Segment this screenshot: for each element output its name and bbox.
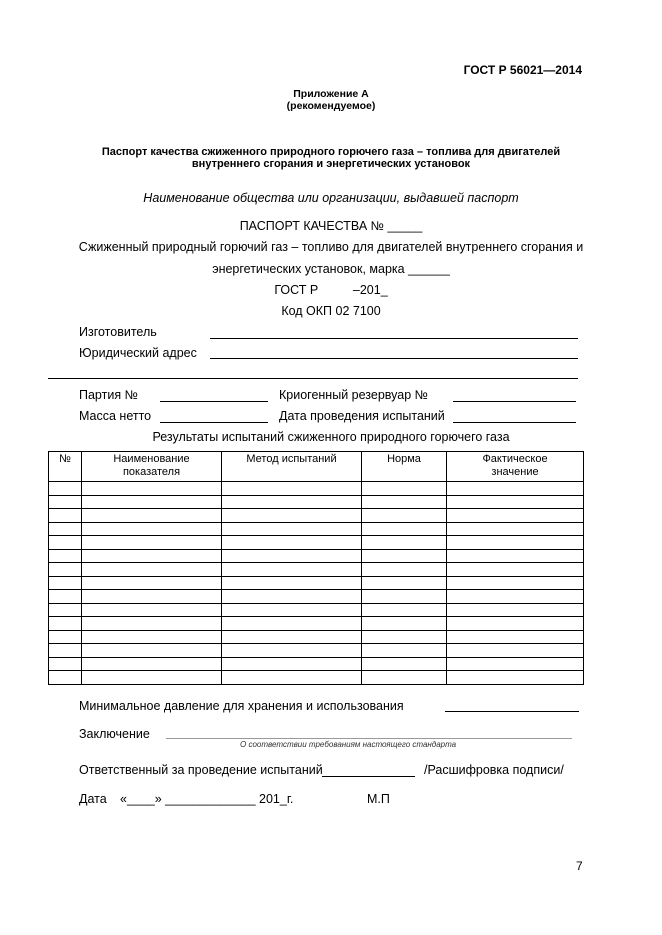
- appendix-subtitle: (рекомендуемое): [286, 100, 376, 112]
- table-cell: [82, 509, 222, 523]
- table-cell: [49, 522, 82, 536]
- table-cell: [49, 563, 82, 577]
- table-cell: [447, 671, 584, 685]
- table-cell: [362, 522, 447, 536]
- table-cell: [49, 617, 82, 631]
- table-cell: [447, 630, 584, 644]
- table-row: [49, 603, 584, 617]
- table-cell: [222, 617, 362, 631]
- okp-code: Код ОКП 02 7100: [281, 304, 381, 318]
- table-cell: [49, 603, 82, 617]
- table-cell: [82, 563, 222, 577]
- table-cell: [49, 671, 82, 685]
- table-cell: [362, 563, 447, 577]
- table-cell: [82, 522, 222, 536]
- manufacturer-label: Изготовитель: [79, 325, 157, 339]
- tank-line: [453, 401, 576, 402]
- table-cell: [82, 657, 222, 671]
- table-header-row: [49, 452, 584, 482]
- table-row: [49, 576, 584, 590]
- signature-decode: /Расшифровка подписи/: [424, 763, 564, 777]
- test-date-label: Дата проведения испытаний: [279, 409, 445, 423]
- table-cell: [447, 536, 584, 550]
- test-date-line: [453, 422, 576, 423]
- table-cell: [49, 590, 82, 604]
- min-pressure-label: Минимальное давление для хранения и использования: [79, 699, 404, 713]
- net-mass-label: Масса нетто: [79, 409, 152, 423]
- table-cell: [222, 509, 362, 523]
- table-cell: [82, 536, 222, 550]
- table-cell: [222, 482, 362, 496]
- table-cell: [362, 644, 447, 658]
- table-cell: [49, 630, 82, 644]
- date-label: Дата: [79, 792, 107, 806]
- table-row: [49, 495, 584, 509]
- table-cell: [362, 495, 447, 509]
- table-cell: [82, 630, 222, 644]
- table-cell: [222, 644, 362, 658]
- table-row: [49, 657, 584, 671]
- col-header-actual: Фактическое значение: [447, 452, 584, 482]
- responsible-signature-line: [322, 776, 415, 777]
- table-row: [49, 549, 584, 563]
- table-cell: [82, 590, 222, 604]
- doc-title-line1: Паспорт качества сжиженного природного горючего газа – топлива для двигателей: [101, 146, 561, 158]
- table-cell: [222, 549, 362, 563]
- table-row: [49, 590, 584, 604]
- table-row: [49, 644, 584, 658]
- table-cell: [222, 522, 362, 536]
- passport-title: ПАСПОРТ КАЧЕСТВА № _____: [239, 219, 423, 233]
- table-cell: [447, 617, 584, 631]
- table-row: [49, 563, 584, 577]
- table-row: [49, 522, 584, 536]
- table-row: [49, 509, 584, 523]
- table-cell: [362, 657, 447, 671]
- table-row: [49, 617, 584, 631]
- table-cell: [447, 482, 584, 496]
- table-cell: [362, 617, 447, 631]
- col-header-number: №: [49, 452, 82, 482]
- col-header-method: Метод испытаний: [222, 452, 362, 482]
- table-cell: [222, 576, 362, 590]
- table-cell: [362, 509, 447, 523]
- gost-line: ГОСТ Р –201_: [274, 283, 388, 297]
- legal-address-line: [210, 358, 578, 359]
- table-cell: [447, 563, 584, 577]
- conclusion-hint: О соответствии требованиям настоящего стандарта: [240, 740, 457, 749]
- table-cell: [82, 576, 222, 590]
- table-cell: [362, 576, 447, 590]
- table-row: [49, 536, 584, 550]
- table-cell: [362, 630, 447, 644]
- table-row: [49, 482, 584, 496]
- batch-line: [160, 401, 268, 402]
- page-number: 7: [576, 859, 583, 873]
- table-cell: [362, 536, 447, 550]
- table-cell: [447, 590, 584, 604]
- table-cell: [362, 671, 447, 685]
- table-row: [49, 630, 584, 644]
- table-cell: [222, 590, 362, 604]
- doc-title-line2: внутреннего сгорания и энергетических установок: [191, 158, 471, 170]
- table-cell: [447, 657, 584, 671]
- table-cell: [49, 549, 82, 563]
- table-cell: [49, 657, 82, 671]
- table-cell: [447, 603, 584, 617]
- table-cell: [82, 495, 222, 509]
- manufacturer-line: [210, 338, 578, 339]
- table-cell: [82, 603, 222, 617]
- table-cell: [82, 617, 222, 631]
- results-table: [48, 451, 584, 685]
- table-caption: Результаты испытаний сжиженного природного горючего газа: [152, 430, 510, 444]
- table-cell: [447, 576, 584, 590]
- min-pressure-line: [445, 711, 579, 712]
- table-cell: [362, 603, 447, 617]
- table-cell: [362, 549, 447, 563]
- stamp-label: М.П: [367, 792, 390, 806]
- table-cell: [447, 522, 584, 536]
- table-cell: [222, 657, 362, 671]
- tank-label: Криогенный резервуар №: [279, 388, 429, 402]
- table-cell: [222, 630, 362, 644]
- conclusion-line: [166, 738, 572, 739]
- org-name: Наименование общества или организации, выдавшей паспорт: [143, 191, 519, 205]
- table-cell: [82, 671, 222, 685]
- results-table-body: [49, 482, 584, 685]
- table-cell: [222, 563, 362, 577]
- responsible-label: Ответственный за проведение испытаний: [79, 763, 323, 777]
- table-cell: [447, 495, 584, 509]
- table-cell: [222, 603, 362, 617]
- table-cell: [447, 549, 584, 563]
- table-cell: [362, 590, 447, 604]
- date-template: «____» _____________ 201_г.: [120, 792, 294, 806]
- legal-address-label: Юридический адрес: [79, 346, 197, 360]
- table-cell: [447, 644, 584, 658]
- batch-label: Партия №: [79, 388, 138, 402]
- table-cell: [222, 671, 362, 685]
- net-mass-line: [160, 422, 268, 423]
- conclusion-label: Заключение: [79, 727, 150, 741]
- table-cell: [82, 549, 222, 563]
- table-cell: [447, 509, 584, 523]
- table-cell: [49, 482, 82, 496]
- table-cell: [49, 644, 82, 658]
- table-cell: [82, 482, 222, 496]
- table-cell: [82, 644, 222, 658]
- table-cell: [49, 536, 82, 550]
- table-cell: [362, 482, 447, 496]
- table-cell: [49, 576, 82, 590]
- col-header-indicator: Наименование показателя: [82, 452, 222, 482]
- standard-code: ГОСТ Р 56021—2014: [463, 63, 582, 77]
- product-line1: Сжиженный природный горючий газ – топливо для двигателей внутреннего сгорания и: [78, 240, 584, 254]
- table-cell: [222, 495, 362, 509]
- table-cell: [222, 536, 362, 550]
- table-cell: [49, 509, 82, 523]
- product-line2: энергетических установок, марка ______: [212, 262, 450, 276]
- address-continuation-line: [48, 378, 578, 379]
- table-cell: [49, 495, 82, 509]
- appendix-title: Приложение А: [293, 88, 369, 100]
- table-row: [49, 671, 584, 685]
- col-header-norm: Норма: [362, 452, 447, 482]
